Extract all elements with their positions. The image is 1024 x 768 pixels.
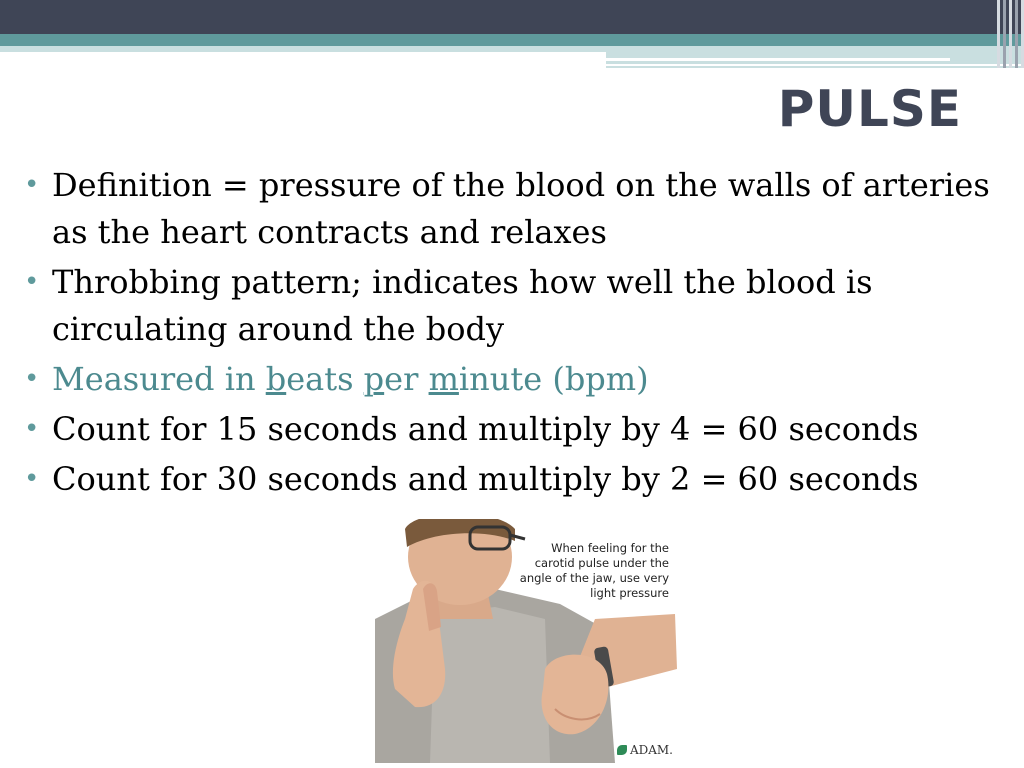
stripe (997, 0, 1000, 68)
bullet-text-part: er (384, 360, 429, 398)
bullet-text-part: Measured in (52, 360, 266, 398)
bullet-text-part: inute (bpm) (458, 360, 649, 398)
underlined-letter: m (428, 360, 459, 398)
header-band-line (606, 58, 950, 61)
underlined-letter: p (363, 360, 385, 398)
bullet-text-part: eats (286, 360, 364, 398)
header-band-teal (0, 34, 1024, 46)
adam-logo (617, 743, 673, 757)
bullet-item (24, 162, 999, 256)
bullet-text: Throbbing pattern; indicates how well the blood is circulating around the body (52, 263, 873, 348)
bullet-dot-icon: • (24, 414, 40, 444)
image-caption: When feeling for the carotid pulse under the angle of the jaw, use very light pressure (519, 541, 669, 600)
stripe (1003, 0, 1006, 68)
slide-title: PULSE (777, 80, 962, 138)
bullet-text: Definition = pressure of the blood on the walls of arteries as the heart contracts and relaxes (52, 166, 990, 251)
bullet-text: Count for 30 seconds and multiply by 2 = 60 seconds (52, 460, 919, 498)
header-band-dark (0, 0, 1024, 34)
bullet-dot-icon: • (24, 364, 40, 394)
bullet-item (24, 456, 999, 503)
bullet-item (24, 259, 999, 353)
header-band-line (606, 64, 1024, 66)
underlined-letter: b (265, 360, 287, 398)
stripe (1009, 0, 1012, 68)
bullet-dot-icon: • (24, 464, 40, 494)
brand-text: ADAM. (629, 743, 673, 757)
pulse-check-illustration (375, 519, 677, 763)
bullet-item (24, 406, 999, 453)
bullet-text: Count for 15 seconds and multiply by 4 = 60 seconds (52, 410, 919, 448)
bullet-dot-icon: • (24, 170, 40, 200)
leaf-icon (617, 745, 627, 755)
stripe (1015, 0, 1018, 68)
bullet-item (24, 356, 999, 403)
bullet-text (52, 360, 649, 398)
bullet-list (24, 162, 999, 506)
bullet-dot-icon: • (24, 267, 40, 297)
header-stripes (994, 0, 1024, 68)
